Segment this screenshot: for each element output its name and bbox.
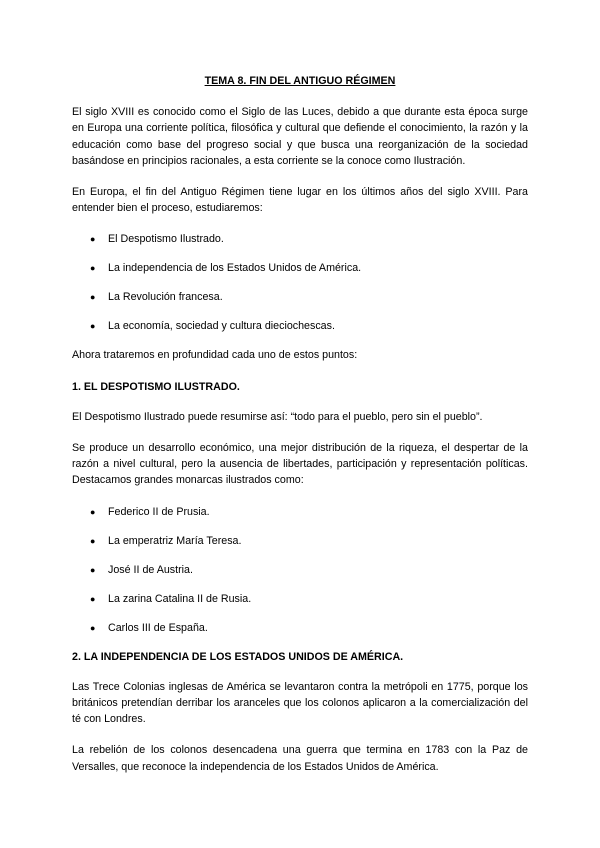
transition-paragraph: Ahora trataremos en profundidad cada uno de estos puntos:: [72, 349, 358, 362]
list-item: ● La independencia de los Estados Unidos de América.: [90, 262, 362, 275]
list-item: ● El Despotismo Ilustrado.: [90, 233, 224, 246]
list-item: ● La economía, sociedad y cultura dieciochescas.: [90, 320, 335, 333]
bullet-icon: ●: [90, 292, 96, 303]
bullet-icon: ●: [90, 263, 96, 274]
section-1-paragraph-1: El Despotismo Ilustrado puede resumirse así: “todo para el pueblo, pero sin el pueblo”.: [72, 410, 483, 423]
bullet-icon: ●: [90, 321, 96, 332]
list-item: ● Federico II de Prusia.: [90, 505, 210, 518]
bullet-icon: ●: [90, 506, 96, 517]
bullet-icon: ●: [90, 593, 96, 604]
bullet-icon: ●: [90, 564, 96, 575]
list-item: ● Carlos III de España.: [90, 621, 208, 634]
bullet-icon: ●: [90, 622, 96, 633]
section-1-paragraph-2: Se produce un desarrollo económico, una mejor distribución de la riqueza, el despertar de la razón a nivel cultural, pero la ausencia de libertades, participación y representación políticas. Destacamos grandes monarcas ilustrados como:: [72, 442, 528, 487]
section-2-heading: 2. LA INDEPENDENCIA DE LOS ESTADOS UNIDOS DE AMÉRICA.: [72, 650, 404, 663]
list-item: ● José II de Austria.: [90, 563, 193, 576]
bullet-icon: ●: [90, 234, 96, 245]
page-title: TEMA 8. FIN DEL ANTIGUO RÉGIMEN: [204, 75, 396, 87]
topics-list: [72, 231, 528, 334]
monarchs-list: [72, 504, 528, 636]
intro-paragraph-2: En Europa, el fin del Antiguo Régimen tiene lugar en los últimos años del siglo XVIII. Para entender bien el proceso, estudiaremos:: [72, 186, 528, 215]
list-item: ● La zarina Catalina II de Rusia.: [90, 592, 252, 605]
intro-paragraph-1: El siglo XVIII es conocido como el Siglo de las Luces, debido a que durante esta época surge en Europa una corriente política, filosófica y cultural que defiende el conocimiento, la razón y la educación como base del progreso social y que busca una reorganización de la sociedad basándose en principios racionales, a esta corriente se la conoce como Ilustración.: [72, 106, 528, 167]
list-item: ● La Revolución francesa.: [90, 291, 223, 304]
section-1-heading: 1. EL DESPOTISMO ILUSTRADO.: [72, 380, 240, 393]
list-item: ● La emperatriz María Teresa.: [90, 534, 242, 547]
section-2-paragraph-1: Las Trece Colonias inglesas de América se levantaron contra la metrópoli en 1775, porque los británicos pretendían derribar los aranceles que los colonos aplicaron a la comercialización del té con Londres.: [72, 680, 528, 726]
section-2-paragraph-2: La rebelión de los colonos desencadena una guerra que termina en 1783 con la Paz de Versalles, que reconoce la independencia de los Estados Unidos de América.: [72, 744, 528, 773]
bullet-icon: ●: [90, 535, 96, 546]
